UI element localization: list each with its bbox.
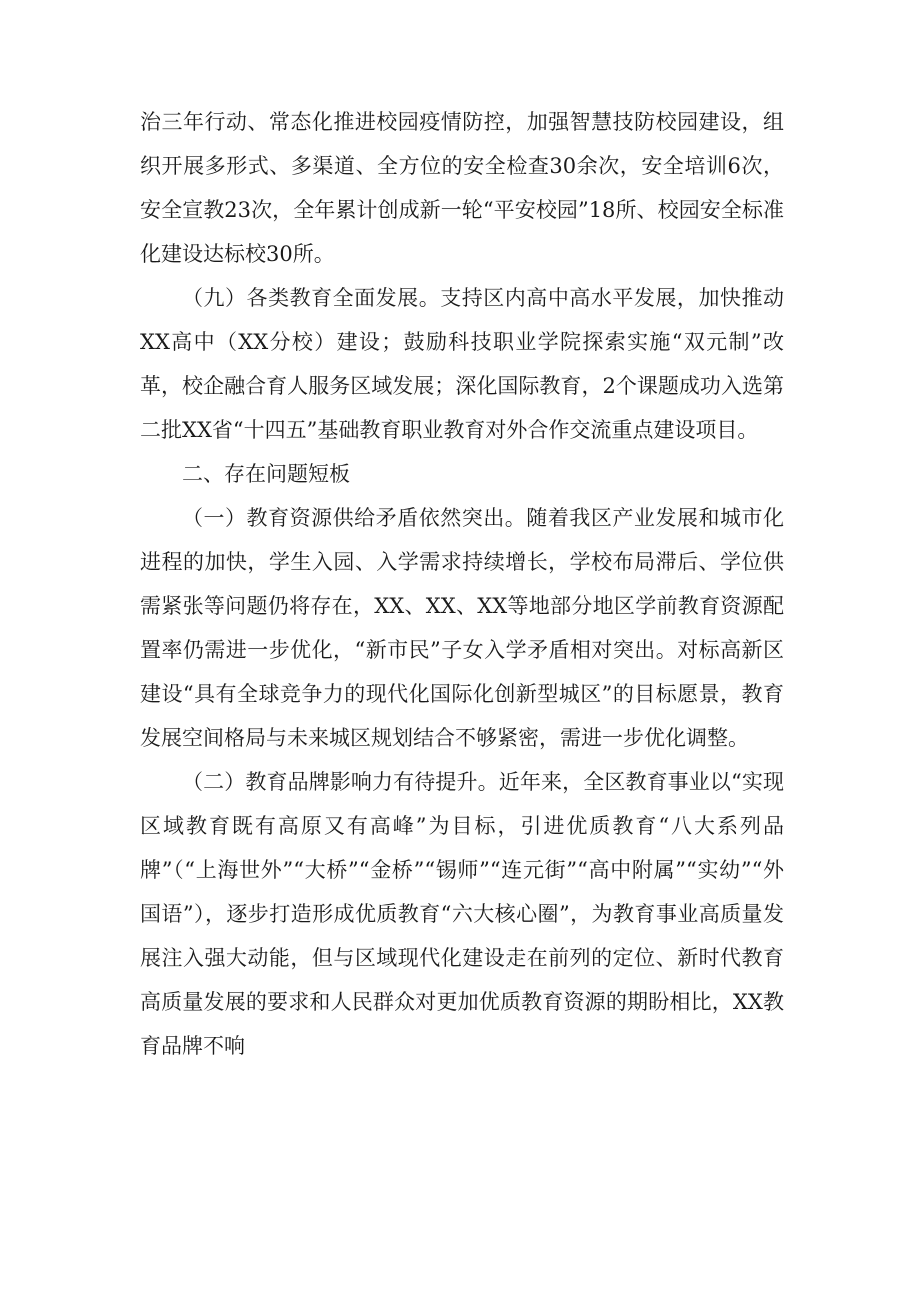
document-body — [140, 100, 784, 1068]
section-heading-problems: 二、存在问题短板 — [182, 462, 350, 486]
paragraph-resource-supply: （一）教育资源供给矛盾依然突出。随着我区产业发展和城市化进程的加快，学生入园、入学需求持续增长，学校布局滞后、学位供需紧张等问题仍将存在，XX、XX、XX等地部分地区学前教育资源配置率仍需进一步优化，“新市民”子女入学矛盾相对突出。对标高新区建设“具有全球竞争力的现代化国际化创新型城区”的目标愿景，教育发展空间格局与未来城区规划结合不够紧密，需进一步优化调整。 — [140, 506, 784, 750]
paragraph-brand-influence: （二）教育品牌影响力有待提升。近年来，全区教育事业以“实现区域教育既有高原又有高峰”为目标，引进优质教育“八大系列品牌”（“上海世外”“大桥”“金桥”“锡师”“连元街”“高中附属”“实幼”“外国语”），逐步打造形成优质教育“六大核心圈”，为教育事业高质量发展注入强大动能，但与区域现代化建设走在前列的定位、新时代教育高质量发展的要求和人民群众对更加优质教育资源的期盼相比，XX教育品牌不响 — [140, 770, 784, 1058]
paragraph-safety-continuation: 治三年行动、常态化推进校园疫情防控，加强智慧技防校园建设，组织开展多形式、多渠道、全方位的安全检查30余次，安全培训6次，安全宣教23次，全年累计创成新一轮“平安校园”18所、校园安全标准化建设达标校30所。 — [140, 110, 784, 266]
paragraph-education-development: （九）各类教育全面发展。支持区内高中高水平发展，加快推动XX高中（XX分校）建设；鼓励科技职业学院探索实施“双元制”改革，校企融合育人服务区域发展；深化国际教育，2个课题成功入选第二批XX省“十四五”基础教育职业教育对外合作交流重点建设项目。 — [140, 286, 784, 442]
